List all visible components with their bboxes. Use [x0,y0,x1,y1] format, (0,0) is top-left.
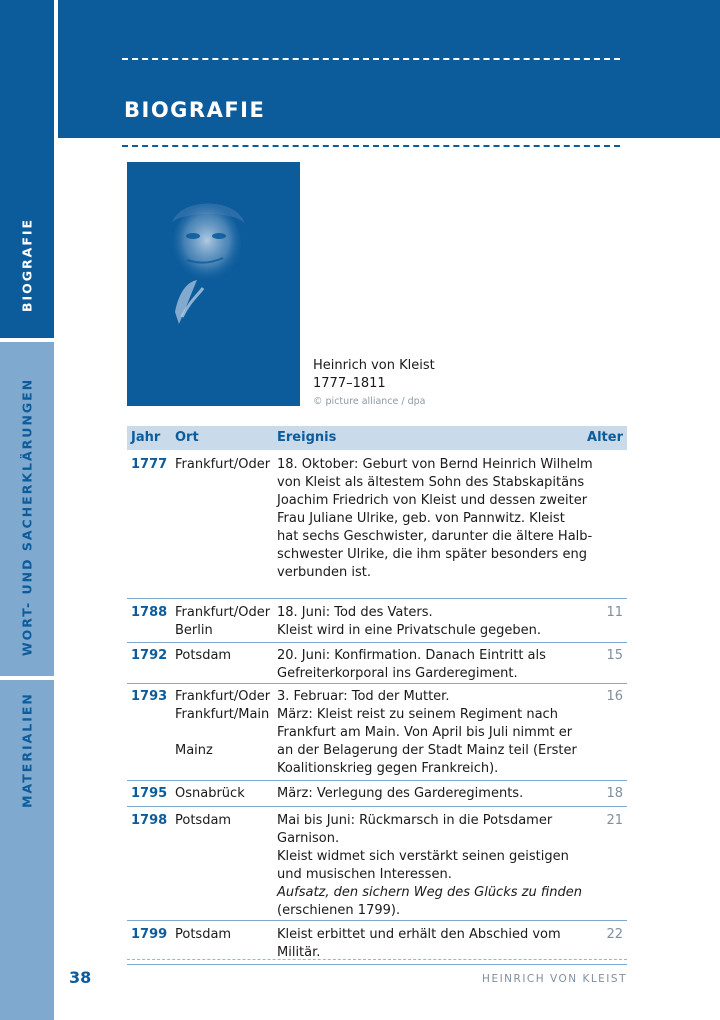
caption-years: 1777–1811 [313,376,386,391]
place-line: Potsdam [175,648,232,663]
tab-label: BIOGRAFIE [19,217,35,313]
row-place [175,688,270,760]
event-line: 18. Juni: Tod des Vaters. [277,605,433,620]
tab-biografie[interactable] [0,0,54,338]
place-line: Mainz [175,743,213,758]
event-line: (erschienen 1799). [277,903,401,918]
place-line: Frankfurt/Oder [175,689,271,704]
event-line: Mai bis Juni: Rückmarsch in die Potsdamer [277,813,553,828]
row-event [277,456,597,582]
event-line: an der Belagerung der Stadt Mainz teil (Erster [277,743,577,758]
row-event [277,812,597,920]
row-year: 1793 [131,689,168,704]
row-event [277,688,597,778]
event-line: hat sechs Geschwister, darunter die ältere Halb- [277,529,593,544]
row-age: 18 [606,786,623,801]
row-age: 22 [606,927,623,942]
tab-label: WORT- UND SACHERKLÄRUNGEN [19,377,35,657]
row-year: 1788 [131,605,168,620]
event-line: Kleist widmet sich verstärkt seinen geistigen [277,849,569,864]
table-row [127,450,627,599]
caption-name: Heinrich von Kleist [313,358,435,373]
event-line: 3. Februar: Tod der Mutter. [277,689,450,704]
table-row [127,643,627,684]
event-line: Garnison. [277,831,340,846]
place-line: Potsdam [175,813,232,828]
header-dash-line [122,58,620,60]
photo-credit: © picture alliance / dpa [313,396,426,407]
event-line-title: Aufsatz, den sichern Weg des Glücks zu finden [277,885,582,900]
event-line: Joachim Friedrich von Kleist und dessen zweiter [277,493,588,508]
event-line: Frankfurt am Main. Von April bis Juli nimmt er [277,725,573,740]
table-row [127,599,627,643]
header-year: Jahr [131,430,161,445]
portrait-silhouette [127,162,300,406]
row-year: 1795 [131,786,168,801]
row-place [175,926,231,944]
row-place [175,456,270,474]
header-age: Alter [587,430,623,445]
table-row [127,684,627,781]
page-header [58,0,720,138]
row-year: 1798 [131,813,168,828]
row-event [277,647,597,683]
event-line: 20. Juni: Konfirmation. Danach Eintritt als [277,648,546,663]
place-line: Berlin [175,623,213,638]
event-line: schwester Ulrike, die ihm später besonders eng [277,547,587,562]
page-number: 38 [69,968,92,987]
row-age: 11 [606,605,623,620]
portrait-caption [313,357,435,393]
place-line: Frankfurt/Oder [175,457,271,472]
row-place [175,785,245,803]
footer-dash-line [127,959,627,960]
event-line: März: Verlegung des Garderegiments. [277,786,524,801]
place-line [175,724,270,742]
page-title: BIOGRAFIE [124,98,266,122]
header-place: Ort [175,430,199,445]
row-place [175,647,231,665]
event-line: und musischen Interessen. [277,867,452,882]
place-line: Potsdam [175,927,232,942]
place-line: Frankfurt/Oder [175,605,271,620]
row-event [277,926,597,962]
row-place [175,812,231,830]
row-year: 1799 [131,927,168,942]
table-header [127,426,627,450]
row-year: 1792 [131,648,168,663]
tab-materialien[interactable] [0,680,54,1020]
table-row [127,781,627,807]
tab-label: MATERIALIEN [19,692,35,808]
event-line: von Kleist als ältestem Sohn des Stabskapitäns [277,475,585,490]
row-event [277,785,597,803]
event-line: verbunden ist. [277,565,372,580]
row-age: 21 [606,813,623,828]
running-title: HEINRICH VON KLEIST [482,973,627,985]
event-line: Kleist wird in eine Privatschule gegeben. [277,623,542,638]
sidebar [0,0,54,1020]
row-age: 16 [606,689,623,704]
event-line: 18. Oktober: Geburt von Bernd Heinrich Wilhelm [277,457,593,472]
row-place [175,604,270,640]
event-line: Koalitionskrieg gegen Frankreich). [277,761,499,776]
place-line: Frankfurt/Main [175,707,270,722]
place-line: Osnabrück [175,786,245,801]
event-line: Gefreiterkorporal ins Garderegiment. [277,666,518,681]
table-row [127,807,627,921]
event-line: Kleist erbittet und erhält den Abschied vom [277,927,561,942]
tab-wort-und-sacherklaerungen[interactable] [0,342,54,676]
row-event [277,604,597,640]
portrait-image [127,162,300,406]
biography-table [127,426,627,965]
row-age: 15 [606,648,623,663]
event-line: Militär. [277,945,321,960]
row-year: 1777 [131,457,168,472]
header-event: Ereignis [277,430,337,445]
title-underline [122,145,620,147]
event-line: März: Kleist reist zu seinem Regiment nach [277,707,558,722]
event-line: Frau Juliane Ulrike, geb. von Pannwitz. Kleist [277,511,565,526]
